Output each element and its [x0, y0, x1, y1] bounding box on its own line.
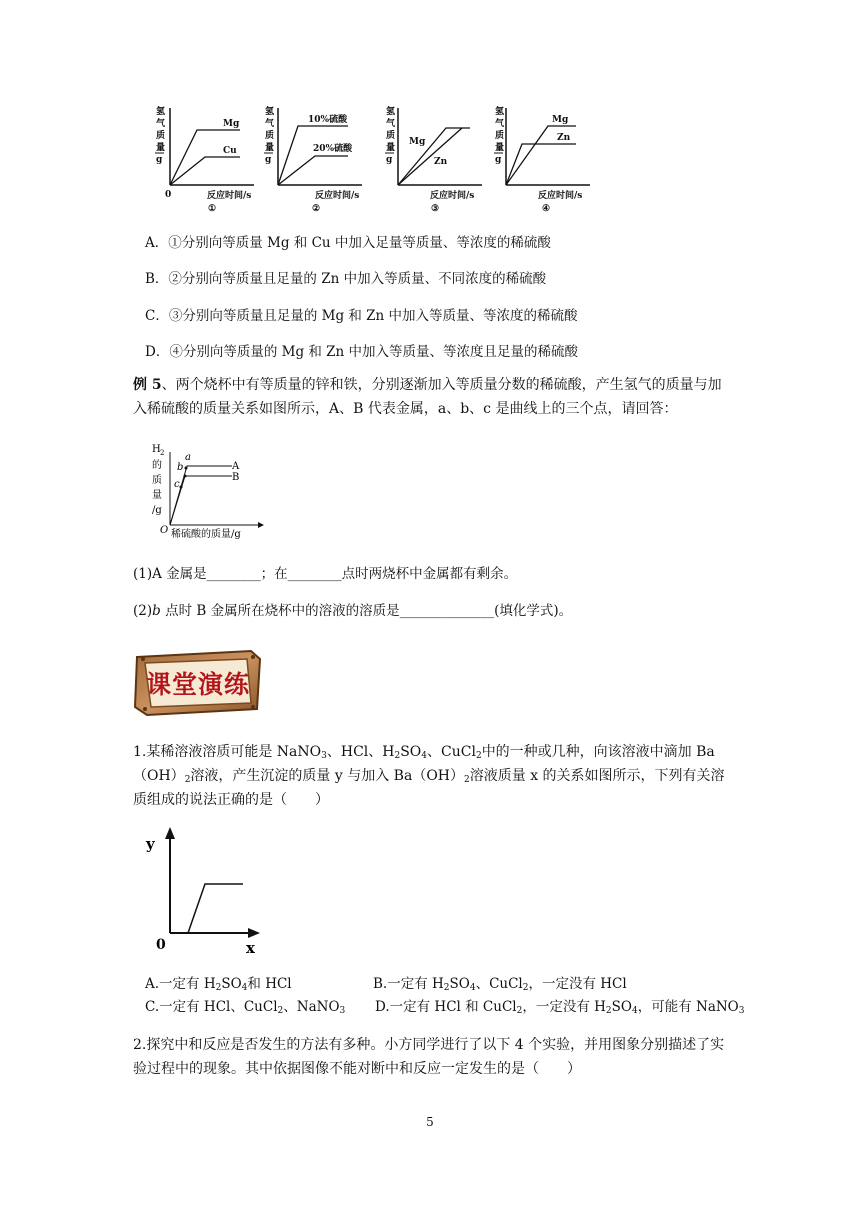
ex5-line-b: B [232, 472, 240, 483]
banner-title: 课堂演练 [145, 670, 250, 699]
graph-1-x-label: 反应时间/s [207, 191, 252, 201]
practice-1-option-c: C.一定有 HCl、CuCl$_2$、NaNO$_3$ [145, 999, 346, 1016]
graph-4-mg-label: Mg [552, 115, 569, 125]
top-figures [150, 100, 600, 216]
example-5-question-2 [133, 602, 572, 620]
graph-3-y-label-2: 气 [386, 119, 396, 129]
graph-3-number: ③ [431, 204, 440, 214]
graph-2-lower-label: 20%硫酸 [313, 144, 353, 154]
graph-1-origin: 0 [165, 190, 172, 200]
graph-1-y-label-4: 量 [156, 143, 166, 153]
option-b: B．②分别向等质量且足量的 Zn 中加入等质量、不同浓度的稀硫酸 [145, 271, 547, 287]
graph-2 [264, 105, 362, 214]
graph-4-y-label-4: 量 [495, 143, 505, 153]
graph-2-y-label-5: g [265, 155, 272, 165]
option-c: C．③分别向等质量且足量的 Mg 和 Zn 中加入等质量、等浓度的稀硫酸 [145, 308, 578, 324]
ex5-q2-point: b [152, 603, 161, 619]
graph-1-y-label-5: g [156, 155, 163, 165]
graph-1-mg-label: Mg [223, 119, 240, 129]
ex5-x-label: 稀硫酸的质量/g [171, 529, 241, 540]
practice-1-option-a: A.一定有 $H_2SO_4$和 HCl [145, 976, 292, 993]
graph-3-x-label: 反应时间/s [430, 191, 475, 201]
graph-4-y-label-5: g [495, 155, 502, 165]
graph-4-zn-label: Zn [557, 133, 571, 143]
example-5-question-1: (1)A 金属是________；在________点时两烧杯中金属都有剩余。 [133, 566, 518, 582]
practice-1-text: 1.某稀溶液溶质可能是 NaNO$_3$、HCl、$H_2SO_4$、CuCl$_2$中的一种或几种，向该溶液中滴加 $Ba(OH)_2$溶液，产生沉淀的质量 y 与加入 $Ba(OH)_2$溶液质量 x 的关系如图所示，下列有关溶质组成的说法正确的是（ ） [133, 744, 725, 808]
p1-origin: 0 [156, 937, 166, 953]
graph-3-zn-label: Zn [434, 157, 448, 167]
graph-1-cu-label: Cu [223, 146, 237, 156]
graph-3-y-label-3: 质 [386, 131, 396, 141]
option-d: D．④分别向等质量的 Mg 和 Zn 中加入等质量、等浓度且足量的稀硫酸 [145, 344, 579, 360]
practice-2-text: 2.探究中和反应是否发生的方法有多种。小方同学进行了以下 4 个实验，并用图象分别描述了实验过程中的现象。其中依据图像不能对断中和反应一定发生的是（ ） [133, 1037, 725, 1077]
option-a: A．①分别向等质量 Mg 和 Cu 中加入足量等质量、等浓度的稀硫酸 [145, 235, 551, 251]
graph-1-number: ① [208, 204, 217, 214]
graph-2-y-label-4: 量 [265, 143, 275, 153]
practice-1-option-b: B.一定有 $H_2SO_4$、CuCl$_2$，一定没有 HCl [373, 976, 627, 993]
graph-3-y-label-4: 量 [386, 143, 396, 153]
ex5-point-a: a [185, 452, 191, 463]
graph-2-y-label-3: 质 [265, 131, 275, 141]
graph-3-mg-label: Mg [409, 137, 426, 147]
practice-1-figure [140, 825, 270, 955]
ex5-q2-rest: 点时 B 金属所在烧杯中的溶液的溶质是______________(填化学式)。 [160, 603, 573, 619]
graph-4-x-label: 反应时间/s [538, 191, 583, 201]
graph-4-y-label-1: 氢 [495, 107, 505, 117]
graph-4-number: ④ [542, 204, 551, 214]
section-banner [133, 649, 263, 717]
graph-2-upper-label: 10%硫酸 [308, 115, 348, 125]
page-number: 5 [426, 1115, 434, 1129]
ex5-y-label-5: /g [152, 505, 162, 516]
graph-2-y-label-1: 氢 [265, 107, 275, 117]
ex5-y-label-4: 量 [152, 490, 162, 501]
example-5-label: 例 5 [133, 377, 162, 393]
graph-1-y-label-3: 质 [156, 131, 166, 141]
graph-1-y-label-2: 气 [156, 119, 166, 129]
graph-4-y-label-3: 质 [495, 131, 505, 141]
example-5-figure [140, 440, 270, 545]
graph-3-y-label-1: 氢 [386, 107, 396, 117]
graph-2-y-label-2: 气 [265, 119, 275, 129]
graph-1-y-label-1: 氢 [156, 107, 166, 117]
ex5-origin: O [160, 525, 169, 536]
ex5-line-a: A [232, 461, 240, 472]
ex5-y-label-3: 质 [152, 475, 162, 486]
ex5-point-b: b [177, 462, 184, 473]
graph-2-number: ② [312, 204, 321, 214]
graph-4-y-label-2: 气 [495, 119, 505, 129]
p1-y-label: y [146, 835, 155, 853]
ex5-q2-prefix: (2) [133, 603, 153, 619]
graph-4 [494, 105, 590, 214]
graph-3-y-label-5: g [386, 155, 393, 165]
ex5-point-c: c [174, 479, 180, 490]
example-5-text [133, 373, 733, 421]
graph-1 [155, 105, 254, 214]
graph-2-x-label: 反应时间/s [315, 191, 360, 201]
practice-1-option-d: D.一定有 HCl 和 CuCl$_2$，一定没有 $H_2SO_4$，可能有 NaNO$_3$ [375, 999, 745, 1016]
ex5-y-label-h: H [152, 444, 161, 455]
example-5-body: 、两个烧杯中有等质量的锌和铁，分别逐渐加入等质量分数的稀硫酸，产生氢气的质量与加入稀硫酸的质量关系如图所示，A、B 代表金属，a、b、c 是曲线上的三个点，请回答： [133, 377, 722, 417]
ex5-y-label-sub: 2 [160, 449, 165, 457]
graph-3 [385, 105, 482, 214]
p1-x-label: x [246, 939, 255, 955]
ex5-y-label-2: 的 [152, 460, 162, 471]
